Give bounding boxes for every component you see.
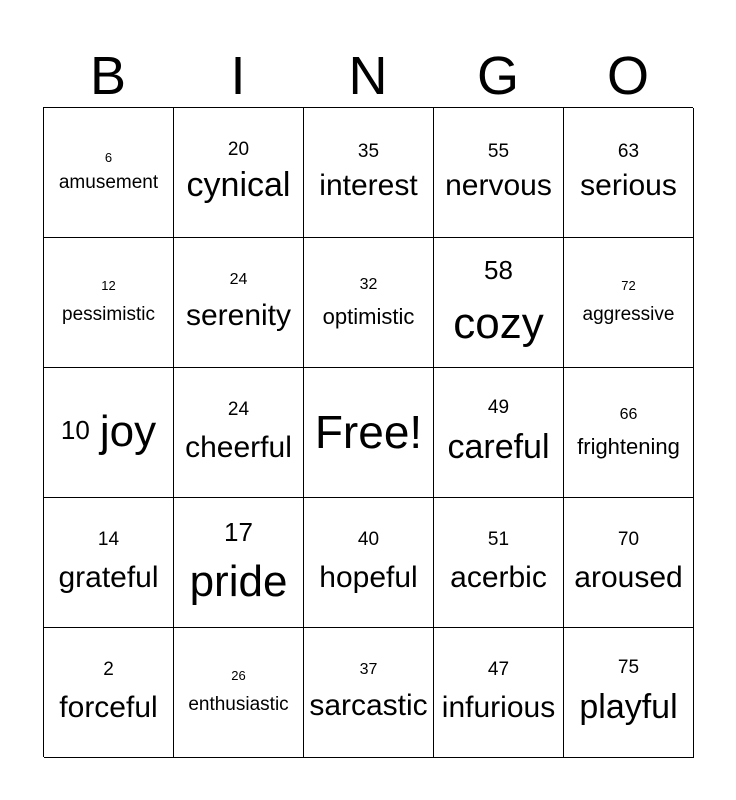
cell-number: 49	[487, 396, 510, 418]
cell-word: pride	[189, 556, 288, 606]
cell-number: 66	[619, 406, 638, 424]
cell-word: cynical	[186, 166, 291, 205]
header-letter-b: B	[89, 46, 127, 106]
bingo-cell[interactable]	[44, 498, 174, 628]
cell-word: nervous	[445, 168, 552, 202]
cell-number: 32	[359, 276, 378, 294]
bingo-cell[interactable]	[174, 498, 304, 628]
cell-number: 20	[227, 138, 250, 160]
cell-word: optimistic	[322, 303, 415, 329]
cell-number: 10	[60, 415, 90, 446]
bingo-cell[interactable]	[44, 368, 174, 498]
cell-word: careful	[447, 428, 550, 467]
cell-number: 12	[101, 278, 116, 294]
bingo-cell[interactable]	[434, 108, 564, 238]
cell-number: 72	[621, 278, 636, 294]
bingo-cell[interactable]	[304, 628, 434, 758]
cell-word: hopeful	[319, 560, 418, 594]
free-space-cell[interactable]	[304, 368, 434, 498]
cell-word: acerbic	[450, 560, 547, 594]
cell-number: 17	[224, 516, 253, 547]
cell-number: 55	[487, 140, 510, 162]
cell-number: 14	[97, 528, 120, 550]
cell-number: 24	[229, 271, 248, 289]
bingo-cell[interactable]	[44, 108, 174, 238]
header-letter-o: O	[606, 46, 649, 106]
cell-word: amusement	[58, 171, 159, 193]
cell-number: 51	[487, 528, 510, 550]
cell-number: 47	[487, 658, 510, 680]
cell-word: serious	[580, 168, 677, 202]
bingo-header	[43, 44, 693, 108]
cell-number: 2	[103, 658, 114, 680]
bingo-cell[interactable]	[434, 368, 564, 498]
cell-word: infurious	[441, 690, 556, 724]
bingo-cell[interactable]	[564, 498, 694, 628]
bingo-cell[interactable]	[44, 238, 174, 368]
cell-word: joy	[99, 407, 157, 457]
cell-word: sarcastic	[309, 689, 428, 723]
header-letter-i: I	[230, 46, 246, 106]
cell-word: enthusiastic	[188, 693, 289, 715]
bingo-board	[43, 107, 693, 757]
cell-word: grateful	[58, 560, 159, 594]
bingo-cell[interactable]	[174, 628, 304, 758]
cell-number: 6	[104, 150, 113, 166]
header-letter-g: G	[476, 46, 519, 106]
cell-number: 70	[617, 528, 640, 550]
bingo-cell[interactable]	[174, 368, 304, 498]
cell-word: serenity	[185, 299, 292, 333]
bingo-cell[interactable]	[174, 108, 304, 238]
cell-number: 40	[357, 528, 380, 550]
cell-word: aggressive	[582, 303, 675, 325]
bingo-cell[interactable]	[304, 498, 434, 628]
bingo-cell[interactable]	[564, 628, 694, 758]
free-space-label: Free!	[314, 406, 423, 459]
cell-word: forceful	[59, 690, 158, 724]
cell-word: frightening	[577, 433, 680, 459]
header-letter-n: N	[348, 46, 388, 106]
cell-word: cheerful	[185, 430, 292, 464]
cell-number: 26	[231, 668, 246, 684]
bingo-cell[interactable]	[564, 108, 694, 238]
bingo-cell[interactable]	[564, 368, 694, 498]
bingo-cell[interactable]	[304, 238, 434, 368]
bingo-cell[interactable]	[44, 628, 174, 758]
bingo-cell[interactable]	[434, 498, 564, 628]
bingo-cell[interactable]	[564, 238, 694, 368]
cell-word: interest	[319, 168, 418, 202]
cell-word: pessimistic	[62, 303, 155, 325]
cell-word: cozy	[453, 298, 544, 348]
cell-number: 58	[484, 254, 513, 285]
cell-number: 37	[359, 661, 378, 679]
bingo-cell[interactable]	[434, 628, 564, 758]
bingo-cell[interactable]	[304, 108, 434, 238]
bingo-cell[interactable]	[174, 238, 304, 368]
cell-word: playful	[579, 688, 678, 727]
cell-number: 63	[617, 140, 640, 162]
cell-word: aroused	[574, 560, 683, 594]
cell-number: 35	[357, 140, 380, 162]
cell-number: 24	[227, 398, 250, 420]
cell-number: 75	[617, 656, 640, 678]
bingo-cell[interactable]	[434, 238, 564, 368]
